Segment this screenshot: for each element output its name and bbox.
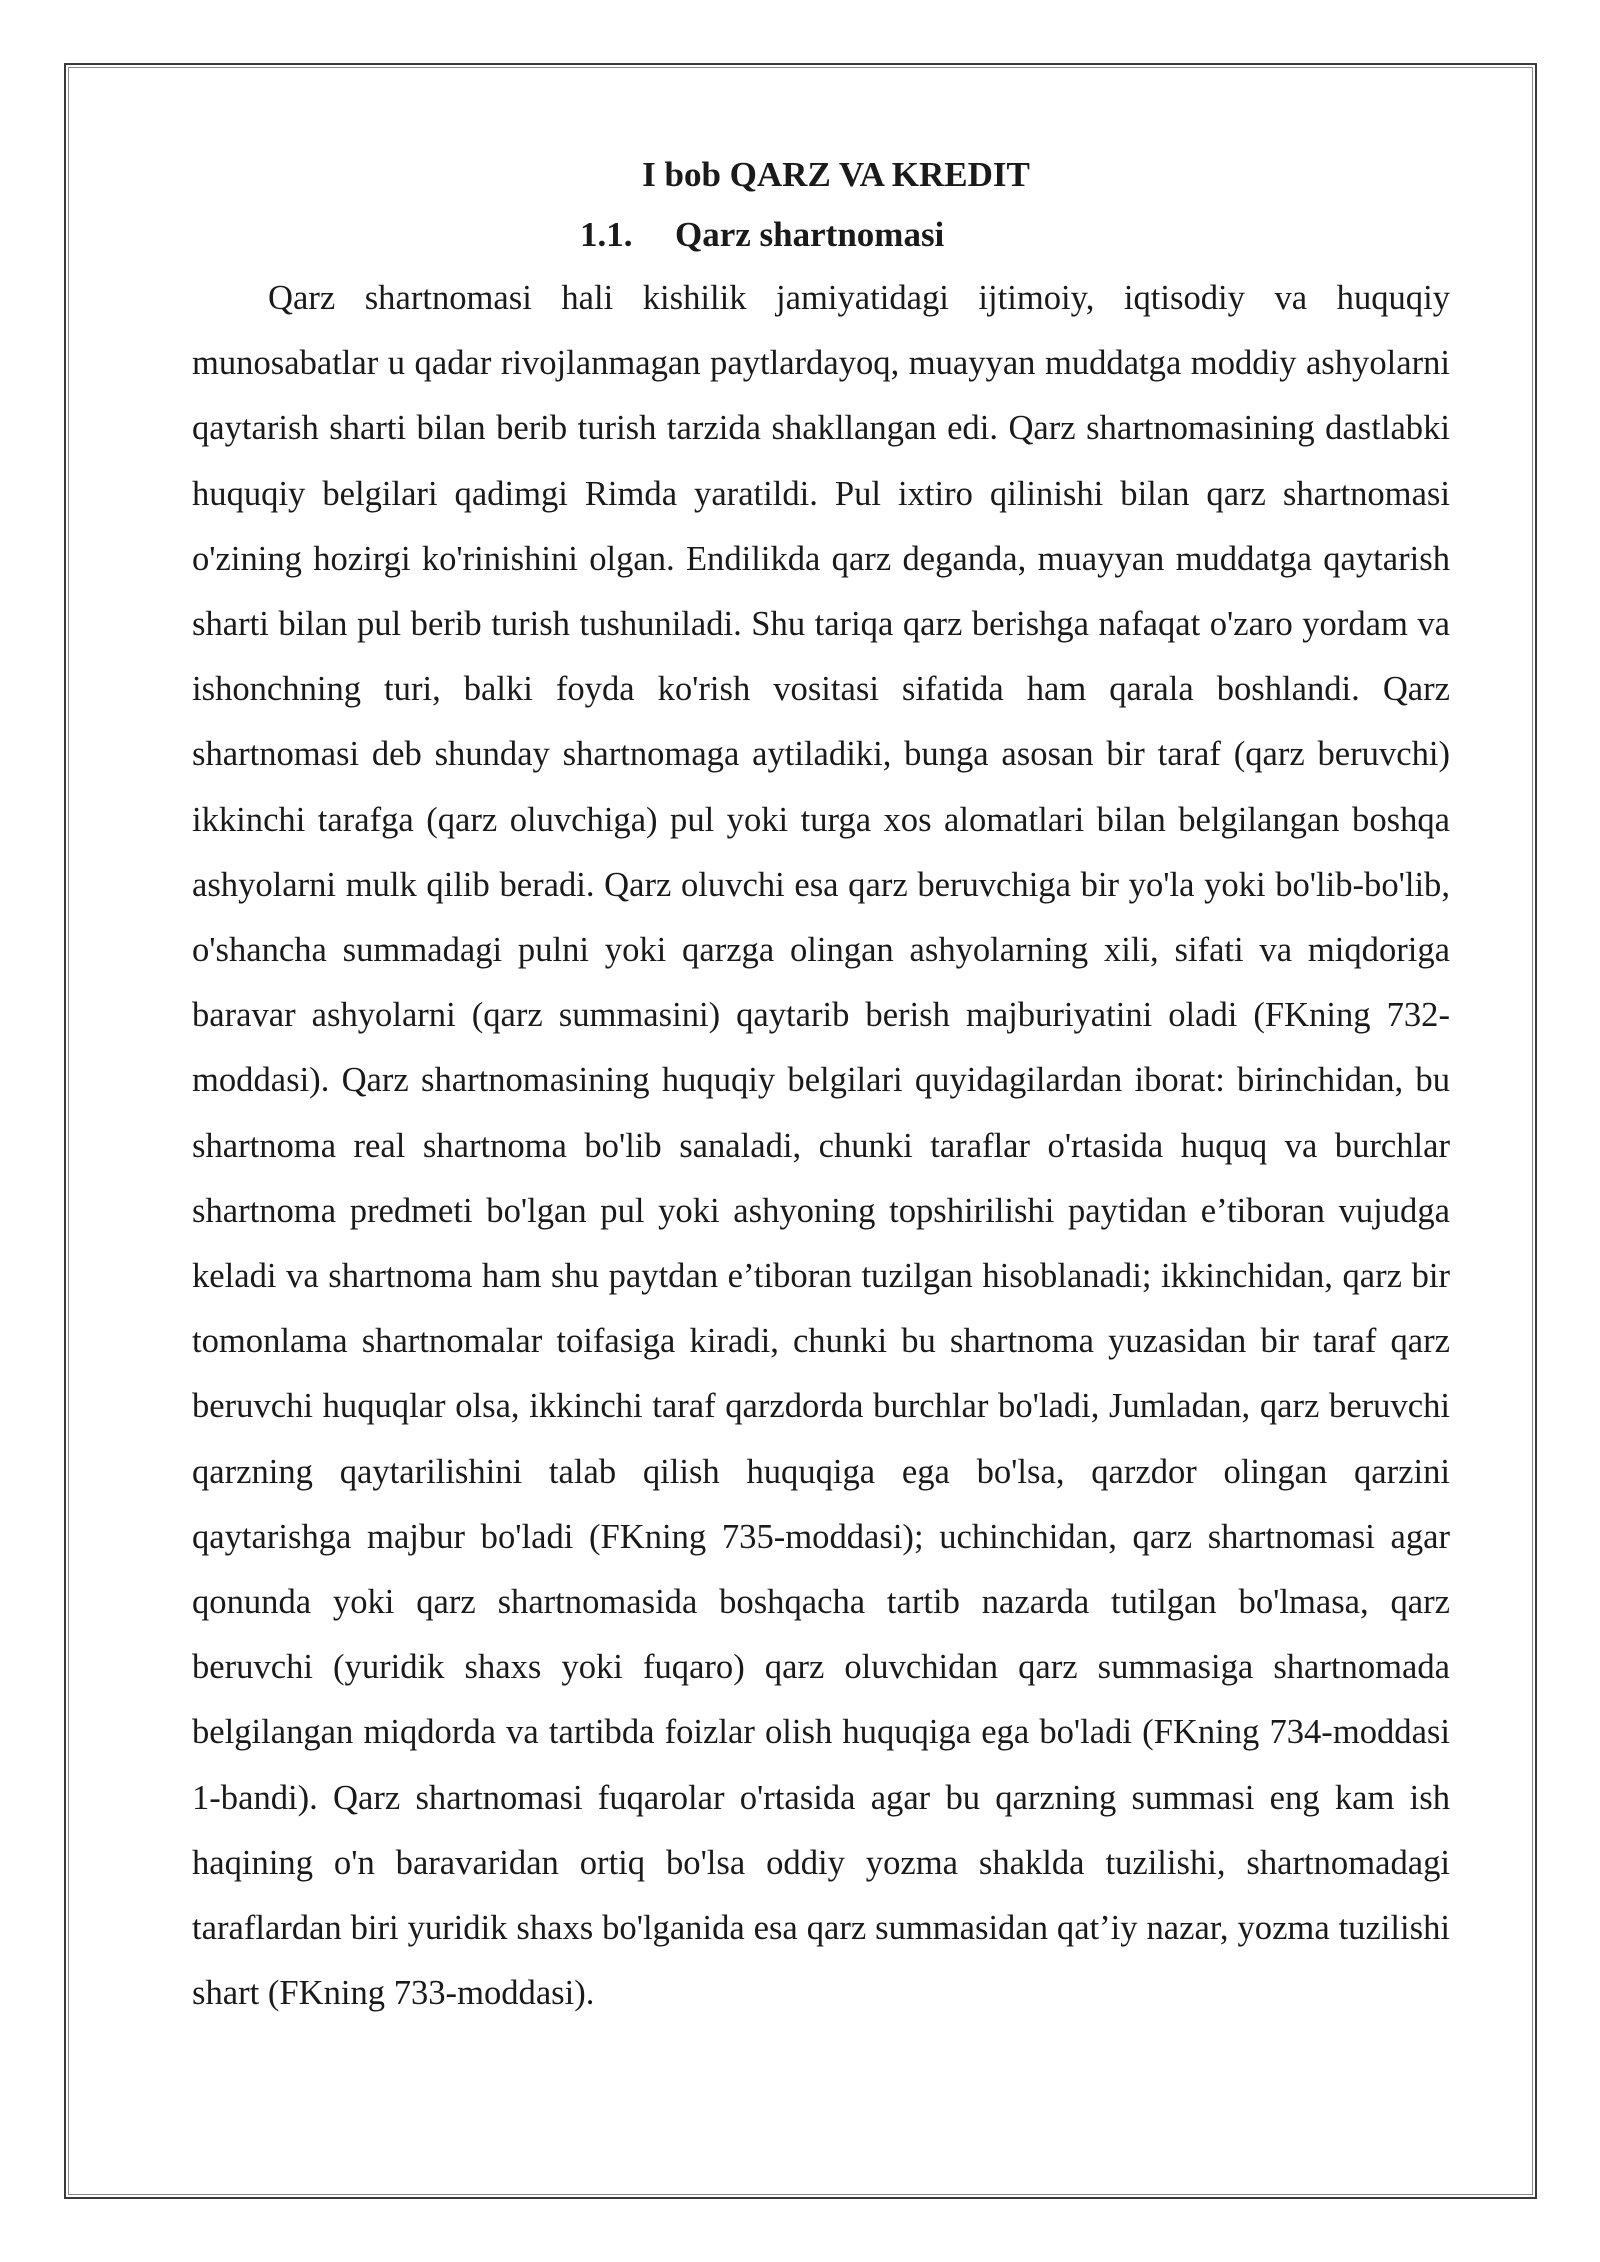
- body-paragraph: Qarz shartnomasi hali kishilik jamiyatidagi ijtimoiy, iqtisodiy va huquqiy munosabatlar u qadar rivojlanmagan paytlardayoq, muayyan muddatga moddiy ashyolarni qaytarish sharti bilan berib turish tarzida shakllangan edi. Qarz shartnomasining dastlabki huquqiy belgilari qadimgi Rimda yaratildi. Pul ixtiro qilinishi bilan qarz shartnomasi o'zining hozirgi ko'rinishini olgan. Endilikda qarz deganda, muayyan muddatga qaytarish sharti bilan pul berib turish tushuniladi. Shu tariqa qarz berishga nafaqat o'zaro yordam va ishonchning turi, balki foyda ko'rish vositasi sifatida ham qarala boshlandi. Qarz shartnomasi deb shunday shartnomaga aytiladiki, bunga asosan bir taraf (qarz beruvchi) ikkinchi tarafga (qarz oluvchiga) pul yoki turga xos alomatlari bilan belgilangan boshqa ashyolarni mulk qilib beradi. Qarz oluvchi esa qarz beruvchiga bir yo'la yoki bo'lib-bo'lib, o'shancha summadagi pulni yoki qarzga olingan ashyolarning xili, sifati va miqdoriga baravar ashyolarni (qarz summasini) qaytarib berish majburiyatini oladi (FKning 732-moddasi). Qarz shartnomasining huquqiy belgilari quyidagilardan iborat: birinchidan, bu shartnoma real shartnoma bo'lib sanaladi, chunki taraflar o'rtasida huquq va burchlar shartnoma predmeti bo'lgan pul yoki ashyoning topshirilishi paytidan e’tiboran vujudga keladi va shartnoma ham shu paytdan e’tiboran tuzilgan hisoblanadi; ikkinchidan, qarz bir tomonlama shartnomalar toifasiga kiradi, chunki bu shartnoma yuzasidan bir taraf qarz beruvchi huquqlar olsa, ikkinchi taraf qarzdorda burchlar bo'ladi, Jumladan, qarz beruvchi qarzning qaytarilishini talab qilish huquqiga ega bo'lsa, qarzdor olingan qarzini qaytarishga majbur bo'ladi (FKning 735-moddasi); uchinchidan, qarz shartnomasi agar qonunda yoki qarz shartnomasida boshqacha tartib nazarda tutilgan bo'lmasa, qarz beruvchi (yuridik shaxs yoki fuqaro) qarz oluvchidan qarz summasiga shartnomada belgilangan miqdorda va tartibda foizlar olish huquqiga ega bo'ladi (FKning 734-moddasi 1-bandi). Qarz shartnomasi fuqarolar o'rtasida agar bu qarzning summasi eng kam ish haqining o'n baravaridan ortiq bo'lsa oddiy yozma shaklda tuzilishi, shartnomadagi taraflardan biri yuridik shaxs bo'lganida esa qarz summasidan qat’iy nazar, yozma tuzilishi shart (FKning 733-moddasi).: [192, 279, 1450, 2013]
- section-number: 1.1.: [580, 215, 633, 254]
- document-body: [192, 150, 1450, 2026]
- section-heading: [192, 210, 1450, 260]
- section-title: Qarz shartnomasi: [675, 215, 945, 254]
- chapter-title: I bob QARZ VA KREDIT: [642, 155, 1030, 194]
